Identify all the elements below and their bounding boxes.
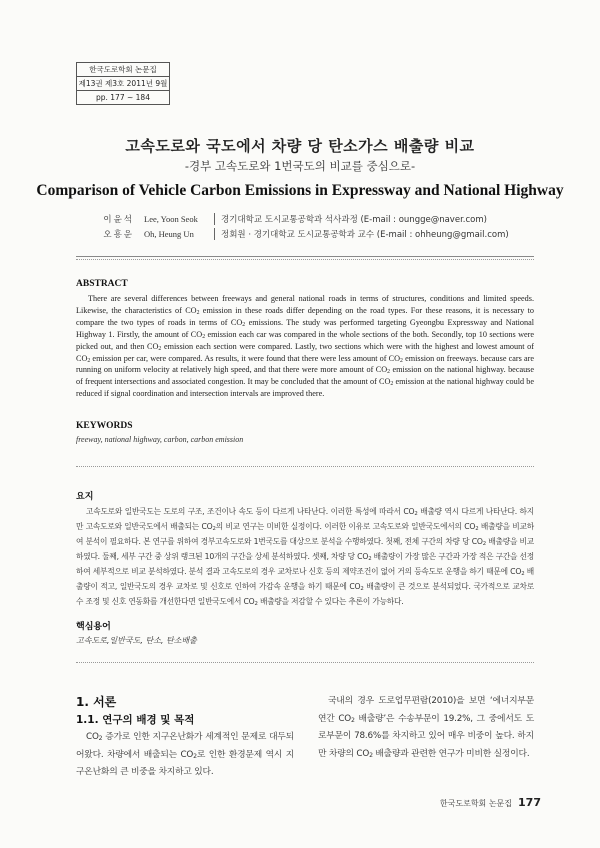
journal-issue: 제13권 제3호 2011년 9월 — [77, 77, 169, 91]
section-1-title: 1. 서론 — [76, 695, 117, 709]
author-2-affiliation: 정회원 · 경기대학교 도시교통공학과 교수 (E-mail : ohheung@gmail.com) — [214, 228, 509, 240]
yoji-heading: 요지 — [76, 492, 94, 502]
page-number: 177 — [518, 796, 541, 809]
journal-pages: pp. 177 ~ 184 — [96, 93, 150, 102]
author-1-name-ko: 이윤석 — [103, 215, 134, 225]
divider-top-thin — [76, 259, 534, 260]
author-2-name-en: Oh, Heung Un — [144, 229, 194, 239]
author-1-name-en: Lee, Yoon Seok — [144, 214, 198, 224]
keywords-list: freeway, national highway, carbon, carbon emission — [76, 435, 244, 444]
keywords-ko-list: 고속도로,일반국도, 탄소, 탄소배출 — [76, 636, 197, 645]
divider-top — [76, 256, 534, 257]
page-footer — [420, 796, 541, 809]
author-2 — [90, 228, 509, 240]
subtitle-korean: -경부 고속도로와 1번국도의 비교를 중심으로- — [184, 159, 416, 173]
abstract-body: There are several differences between freeways and general national roads in terms of structures, conditions and limited speeds. Likewise, the characteristics of $CO_2$ emission in these roads differ depending on the road types. For these reasons, it is necessary to compare the two types of roads in terms of $CO_2$ emissions. The study was performed targeting Gyeongbu Expressway and National Highway 1. Firstly, the amount of $CO_2$ emission each car was compared in the whole sections of the both. Secondly, top 10 sections were picked out, and then $CO_2$ emission each section were compared. Lastly, two sections which were with the highest and lowest amount of $CO_2$ emission per car, were compared. As results, it were found that there were less amount of $CO_2$ emission on freeways. because cars are running on uniform velocity at relatively high speed, and that there were more amount of $CO_2$ emission on the national highway. because of frequent intersections and associated congestion. It may be concluded that the amount of $CO_2$ emission at the national highway could be reduced if signal coordination and intersection intervals are improved there. — [76, 294, 535, 399]
journal-name: 한국도로학회 논문집 — [77, 63, 169, 77]
author-1-affiliation: 경기대학교 도시교통공학과 석사과정 (E-mail : oungge@naver.com) — [214, 213, 487, 225]
yoji-body: 고속도로와 일반국도는 도로의 구조, 조건이나 속도 등이 다르게 나타난다. 이러한 특성에 따라서 $CO_2$ 배출량 역시 다르게 나타난다. 하지만 고속도로와 일반국도에서 배출되는 $CO_2$의 비교 연구는 미비한 실정이다. 이러한 이유로 고속도로와 일반국도에서의 $CO_2$ 배출량을 비교하여 분석이 필요하다. 본 연구를 위하여 경부고속도로와 1번국도를 대상으로 분석을 수행하였다. 첫째, 전체 구간의 차량 당 $CO_2$ 배출량을 비교하였다. 둘째, 세부 구간 중 상위 랭크된 10개의 구간을 상세 분석하였다. 셋째, 차량 당 $CO_2$ 배출량이 가장 많은 구간과 가장 적은 구간을 선정하여 세부적으로 비교 분석하였다. 분석 결과 고속도로의 경우 교차로나 신호 등의 제약조건이 없어 거의 등속도로 운행을 하기 때문에 $CO_2$ 배출량이 적고, 일반국도의 경우 교차로 및 신호로 인하여 가감속 운행을 하기 때문에 $CO_2$ 배출량이 큰 것으로 분석되었다. 국가적으로 교차로 수 조정 및 신호 연동화를 개선한다면 일반국도에서 $CO_2$ 배출량을 저감할 수 있다는 추론이 가능하다. — [76, 507, 534, 607]
journal-info-box — [76, 62, 170, 105]
divider-middle — [76, 466, 534, 467]
footer-journal-name: 한국도로학회 논문집 — [439, 799, 513, 808]
author-1 — [90, 213, 487, 225]
title-english: Comparison of Vehicle Carbon Emissions in Expressway and National Highway — [36, 182, 564, 199]
title-korean: 고속도로와 국도에서 차량 당 탄소가스 배출량 비교 — [125, 137, 475, 155]
keywords-heading: KEYWORDS — [76, 421, 133, 431]
abstract-heading: ABSTRACT — [76, 279, 128, 289]
keywords-ko-heading: 핵심용어 — [76, 622, 111, 632]
section-1-right-column: 국내의 경우 도로업무편람(2010)을 보면 ‘에너지부문 연간 $CO_2$ 배출량’은 수송부문이 19.2%, 그 중에서도 도로부문이 78.6%를 차지하고 있어 매우 비중이 높다. 하지만 차량의 $CO_2$ 배출량과 관련한 연구가 미비한 실정이다. — [318, 696, 535, 759]
divider-bottom — [76, 662, 534, 663]
section-1-left-column: $CO_2$ 증가로 인한 지구온난화가 세계적인 문제로 대두되어왔다. 차량에서 배출되는 $CO_2$로 인한 환경문제 역시 지구온난화의 큰 비중을 차지하고 있다. — [76, 732, 294, 777]
section-1-1-title: 1.1. 연구의 배경 및 목적 — [76, 714, 195, 726]
author-2-name-ko: 오흥운 — [103, 230, 134, 240]
